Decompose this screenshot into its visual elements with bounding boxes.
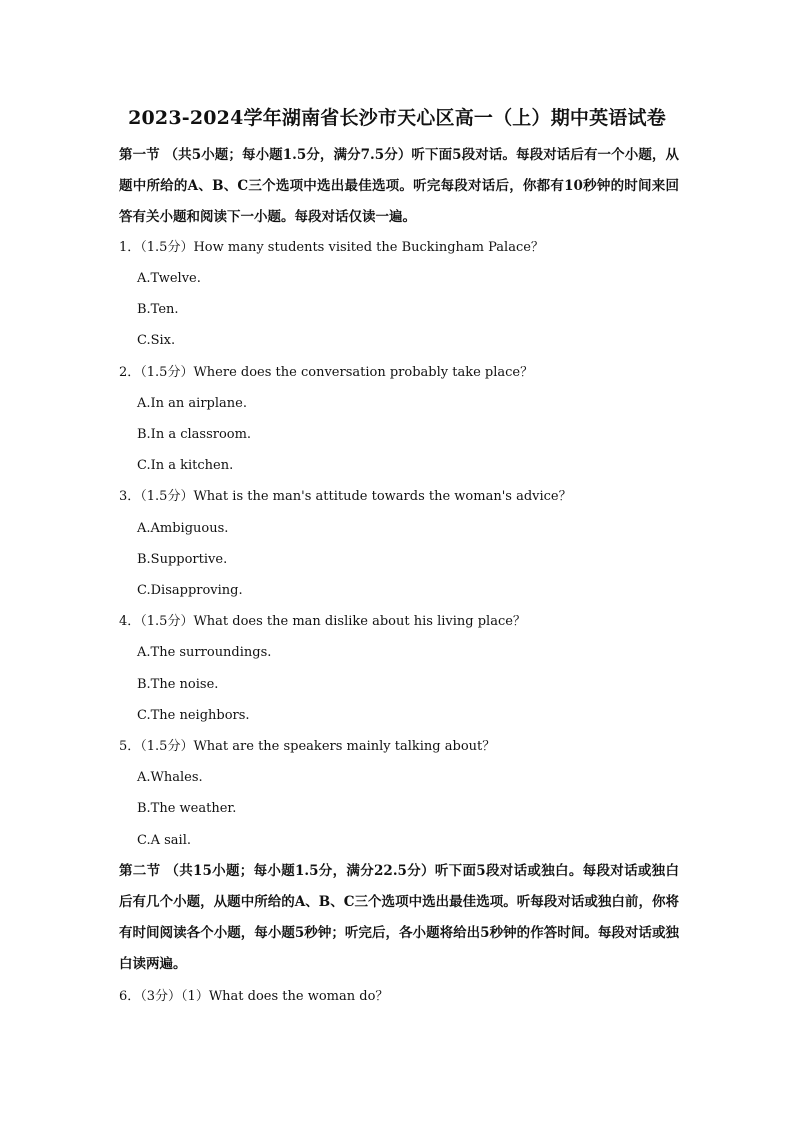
question-3: 3．（1.5分）What is the man's attitude towards the woman's advice？: [119, 489, 572, 504]
question-5-option-a: A.Whales.: [137, 770, 203, 785]
question-2: 2．（1.5分）Where does the conversation probably take place？: [119, 365, 534, 380]
exam-title: 2023-2024学年湖南省长沙市天心区高一（上）期中英语试卷: [128, 107, 666, 129]
question-5-option-b: B.The weather.: [137, 801, 237, 816]
section-2-instructions: 第二节 （共15小题；每小题1.5分，满分22.5分）听下面5段对话或独白。每段对话或独白后有几个小题，从题中所给的A、B、C三个选项中选出最佳选项。听每段对话或独白前，你将有时间阅读各个小题，每小题5秒钟；听完后，各小题将给出5秒钟的作答时间。每段对话或独白读两遍。: [119, 863, 679, 972]
question-4-option-b: B.The noise.: [137, 677, 219, 692]
question-5-option-c: C.A sail.: [137, 833, 192, 848]
question-4: 4．（1.5分）What does the man dislike about his living place？: [119, 614, 526, 629]
question-1-option-b: B.Ten.: [137, 302, 179, 317]
question-6: 6．（3分）（1）What does the woman do？: [119, 989, 389, 1004]
question-3-option-b: B.Supportive.: [137, 552, 228, 567]
question-1: 1．（1.5分）How many students visited the Buckingham Palace？: [119, 240, 544, 255]
question-3-option-c: C.Disapproving.: [137, 583, 243, 598]
question-5: 5．（1.5分）What are the speakers mainly talking about？: [119, 739, 496, 754]
section-1-instructions: 第一节 （共5小题；每小题1.5分，满分7.5分）听下面5段对话。每段对话后有一个小题，从题中所给的A、B、C三个选项中选出最佳选项。听完每段对话后，你都有10秒钟的时间来回答有关小题和阅读下一小题。每段对话仅读一遍。: [119, 147, 679, 225]
question-4-option-c: C.The neighbors.: [137, 708, 250, 723]
question-2-option-c: C.In a kitchen.: [137, 458, 234, 473]
question-2-option-b: B.In a classroom.: [137, 427, 252, 442]
question-2-option-a: A.In an airplane.: [137, 396, 247, 411]
question-4-option-a: A.The surroundings.: [137, 645, 272, 660]
question-1-option-c: C.Six.: [137, 333, 176, 348]
question-1-option-a: A.Twelve.: [137, 271, 201, 286]
question-3-option-a: A.Ambiguous.: [137, 521, 229, 536]
